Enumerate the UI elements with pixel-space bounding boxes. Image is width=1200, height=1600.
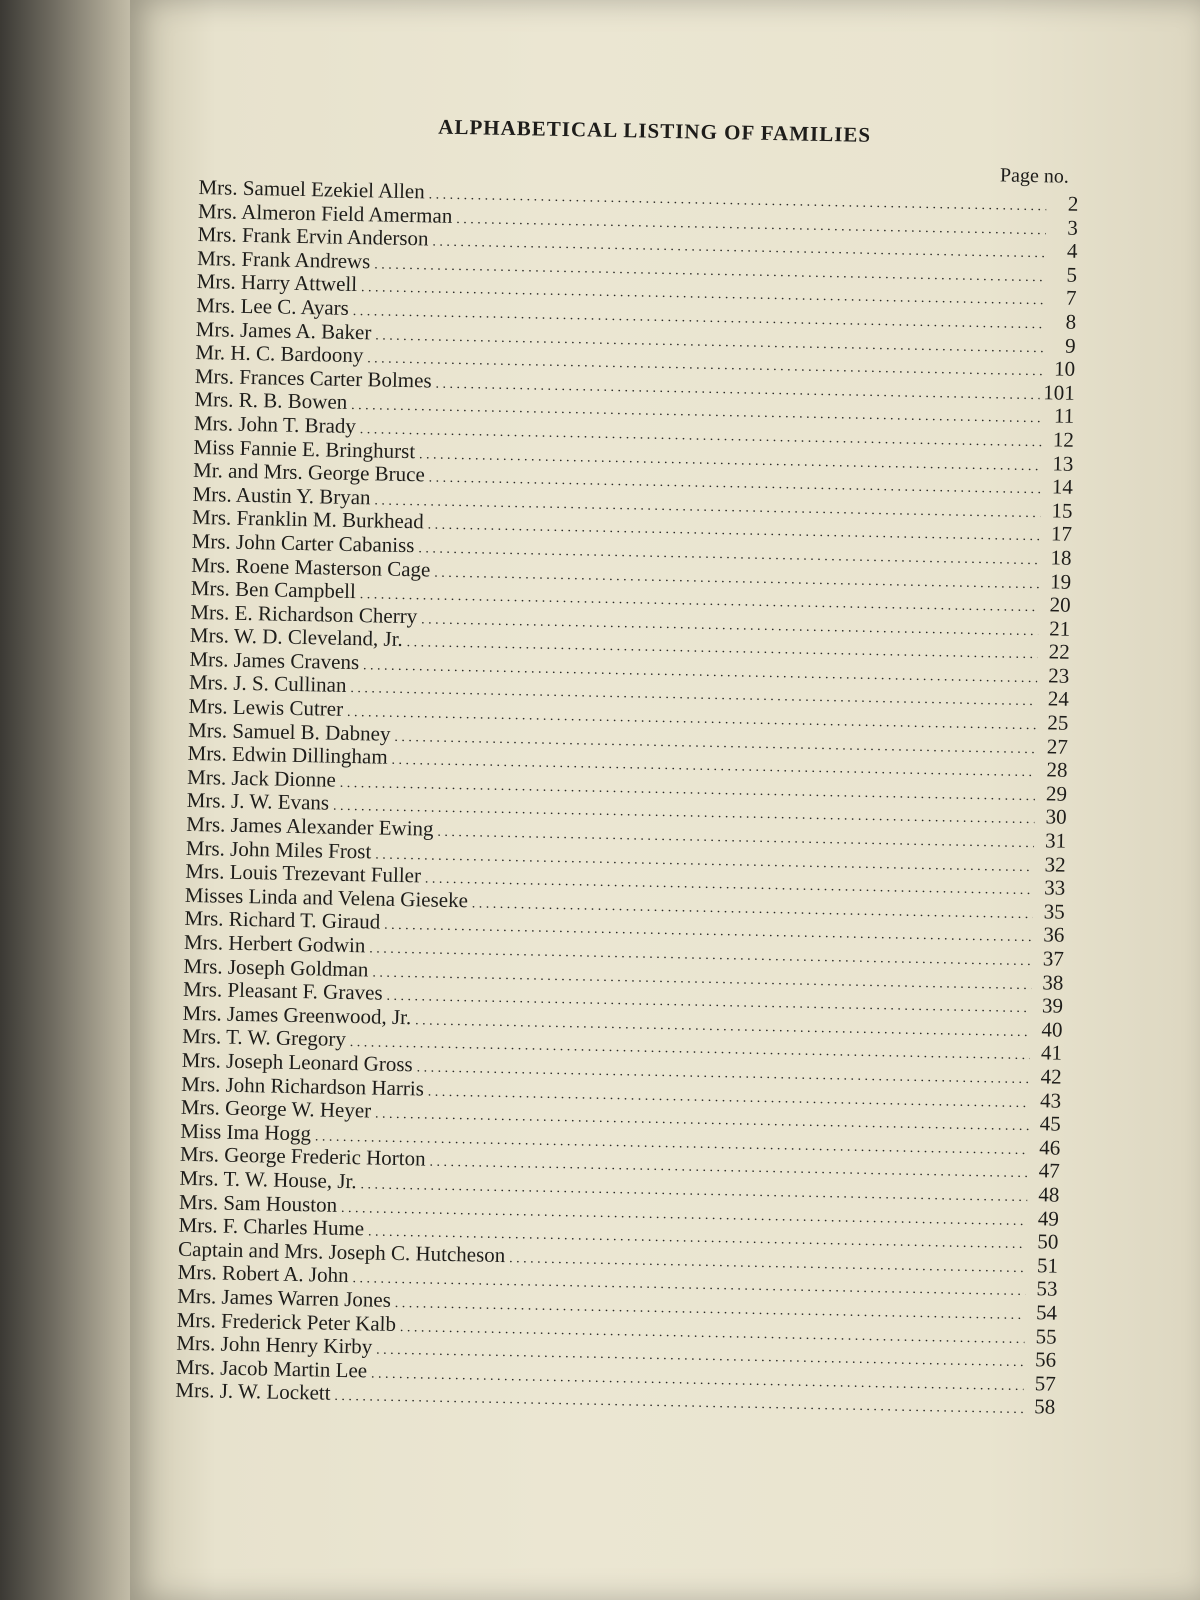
page-number-column-header: Page no. [999, 164, 1070, 188]
family-name: Mrs. Pleasant F. Graves [182, 977, 383, 1005]
family-name: Mrs. James Greenwood, Jr. [182, 1000, 412, 1030]
family-name: Mrs. Ben Campbell [190, 576, 357, 604]
family-name: Mrs. Samuel Ezekiel Allen [198, 174, 426, 204]
page-number: 53 [1036, 1276, 1058, 1301]
page-number: 47 [1038, 1158, 1061, 1184]
family-name: Mrs. Louis Trezevant Fuller [185, 859, 422, 888]
page-number: 8 [1065, 309, 1077, 334]
page-number: 55 [1035, 1323, 1057, 1349]
family-name: Mrs. John Miles Frost [185, 835, 372, 864]
page-number: 54 [1035, 1300, 1058, 1325]
family-name: Mrs. Joseph Goldman [183, 953, 369, 981]
page-number: 15 [1051, 498, 1073, 523]
family-name: Mrs. Robert A. John [177, 1260, 349, 1288]
family-name: Mrs. W. D. Cleveland, Jr. [189, 623, 404, 652]
page-content [175, 110, 1080, 1420]
page-number: 40 [1041, 1017, 1063, 1042]
book-gutter [0, 0, 150, 1600]
page-number: 21 [1048, 616, 1071, 641]
page-number: 35 [1043, 899, 1066, 924]
page-number: 49 [1037, 1205, 1060, 1231]
page-number: 9 [1064, 333, 1076, 358]
family-name: Mrs. James Cravens [189, 646, 360, 675]
page-number: 56 [1034, 1347, 1057, 1372]
family-name: Misses Linda and Velena Gieseke [184, 882, 469, 913]
family-name: Mrs. Lewis Cutrer [188, 693, 344, 721]
family-name: Mrs. James Alexander Ewing [186, 811, 434, 841]
page-number: 2 [1067, 191, 1079, 216]
page-number: 20 [1049, 592, 1071, 617]
page-number: 43 [1039, 1087, 1062, 1113]
family-name: Mrs. Richard T. Giraud [184, 906, 381, 935]
family-listing [175, 176, 1078, 1420]
page-number: 57 [1034, 1370, 1056, 1396]
page-number: 101 [1043, 379, 1075, 405]
family-name: Miss Fannie E. Bringhurst [193, 434, 416, 463]
family-name: Mrs. Harry Attwell [196, 269, 358, 297]
family-name: Mrs. Frederick Peter Kalb [176, 1307, 397, 1336]
page-number: 17 [1050, 521, 1073, 547]
page-number: 50 [1037, 1229, 1059, 1254]
family-name: Mrs. John Richardson Harris [181, 1071, 425, 1101]
page-number: 4 [1066, 238, 1078, 264]
family-name: Miss Ima Hogg [180, 1118, 312, 1146]
family-name: Mrs. James A. Baker [195, 316, 372, 344]
page-number: 23 [1048, 663, 1070, 688]
family-name: Mrs. Edwin Dillingham [187, 741, 388, 769]
family-name: Mrs. Frank Ervin Anderson [197, 222, 429, 251]
page-number: 33 [1043, 875, 1066, 900]
family-name: Mrs. Frank Andrews [196, 245, 371, 274]
family-name: Mrs. John Henry Kirby [176, 1330, 373, 1359]
page-title: ALPHABETICAL LISTING OF FAMILIES [438, 114, 872, 147]
family-name: Mrs. T. W. House, Jr. [179, 1165, 357, 1194]
family-name: Mrs. Almeron Field Amerman [197, 198, 453, 228]
page-number: 46 [1039, 1135, 1061, 1160]
family-name: Mrs. Roene Masterson Cage [191, 552, 431, 582]
family-name: Mrs. Jacob Martin Lee [175, 1354, 368, 1383]
family-name: Mrs. Joseph Leonard Gross [181, 1047, 413, 1077]
page-number: 58 [1034, 1394, 1056, 1419]
page-number: 10 [1053, 356, 1076, 382]
page-number: 11 [1053, 403, 1075, 429]
book-page [130, 0, 1200, 1600]
family-name: Mrs. Samuel B. Dabney [187, 717, 391, 746]
family-name: Mrs. J. W. Lockett [175, 1378, 331, 1406]
page-number: 28 [1046, 757, 1068, 783]
page-number: 19 [1049, 568, 1072, 594]
family-name: Mrs. John T. Brady [193, 410, 357, 438]
family-name: Captain and Mrs. Joseph C. Hutcheson [177, 1236, 506, 1267]
page-number: 42 [1040, 1064, 1062, 1089]
family-name: Mrs. Jack Dionne [186, 764, 337, 792]
page-number: 5 [1066, 262, 1078, 287]
family-name: Mrs. Lee C. Ayars [196, 292, 350, 320]
page-number: 13 [1052, 450, 1074, 476]
page-number: 39 [1041, 993, 1064, 1018]
page-number: 27 [1046, 734, 1069, 759]
page-number: 3 [1067, 215, 1079, 240]
family-name: Mrs. John Carter Cabaniss [191, 528, 415, 558]
page-number: 31 [1044, 828, 1067, 853]
family-name: Mrs. George Frederic Horton [179, 1142, 426, 1171]
family-name: Mrs. Frances Carter Bolmes [194, 363, 432, 393]
page-number: 14 [1051, 474, 1074, 499]
family-name: Mrs. T. W. Gregory [181, 1024, 347, 1052]
family-name: Mrs. Franklin M. Burkhead [191, 505, 424, 534]
page-number: 24 [1047, 686, 1070, 712]
family-name: Mrs. George W. Heyer [180, 1094, 372, 1123]
page-number: 7 [1065, 286, 1077, 311]
page-number: 38 [1042, 969, 1064, 995]
page-number: 37 [1042, 946, 1065, 971]
page-number: 36 [1043, 922, 1065, 948]
family-name: Mrs. Herbert Godwin [183, 929, 366, 958]
family-name: Mrs. R. B. Bowen [194, 387, 348, 415]
family-name: Mrs. Austin Y. Bryan [192, 481, 371, 510]
family-name: Mrs. J. S. Cullinan [188, 670, 347, 698]
page-number: 12 [1052, 427, 1075, 452]
family-name: Mr. H. C. Bardoony [195, 340, 364, 368]
page-number: 22 [1048, 639, 1070, 665]
family-name: Mr. and Mrs. George Bruce [192, 458, 426, 487]
page-number: 45 [1039, 1111, 1061, 1136]
page-number: 48 [1038, 1182, 1060, 1207]
page-number: 25 [1047, 710, 1069, 735]
page-number: 51 [1036, 1253, 1059, 1278]
page-number: 18 [1050, 545, 1072, 570]
family-name: Mrs. J. W. Evans [186, 788, 330, 816]
page-number: 30 [1045, 804, 1067, 830]
family-name: Mrs. E. Richardson Cherry [190, 599, 418, 628]
family-name: Mrs. James Warren Jones [177, 1283, 392, 1312]
page-number: 41 [1040, 1040, 1063, 1066]
page-number: 32 [1044, 851, 1066, 877]
family-name: Mrs. F. Charles Hume [178, 1212, 365, 1241]
page-number: 29 [1045, 781, 1068, 806]
family-name: Mrs. Sam Houston [178, 1189, 338, 1217]
